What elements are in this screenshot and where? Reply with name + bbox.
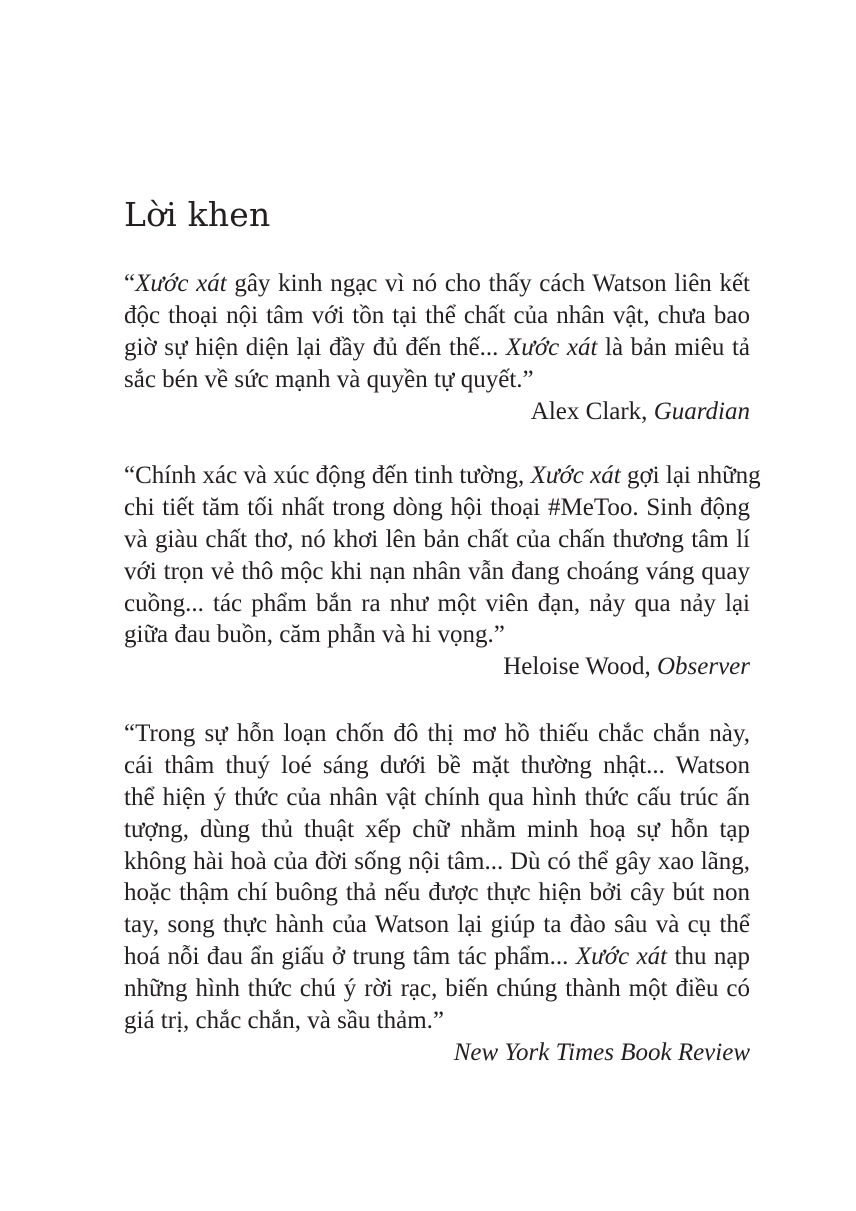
- text-span: sắc bén về sức mạnh và quyền tự quyết.”: [124, 365, 534, 393]
- text-span: thu nạp: [667, 943, 751, 971]
- text-span: gợi lại những: [620, 462, 761, 489]
- quote-attribution: [124, 651, 750, 683]
- text-span: với trọn vẻ thô mộc khi nạn nhân vẫn đang choáng váng quay: [124, 557, 750, 585]
- text-span: giờ sự hiện diện lại đầy đủ đến thế...: [124, 333, 506, 361]
- text-span: giá trị, chắc chắn, và sầu thảm.”: [124, 1007, 444, 1035]
- text-span: tay, song thực hành của Watson lại giúp ta đào sâu và cụ thể: [124, 911, 750, 939]
- quote-line: [124, 782, 750, 814]
- quote-attribution: [124, 1037, 750, 1069]
- quote-line: [124, 846, 750, 878]
- quote-line: [124, 492, 750, 524]
- quote-line: [124, 814, 750, 846]
- quote-text: [124, 268, 750, 396]
- text-span: “: [124, 270, 136, 297]
- quote-line: [124, 718, 750, 750]
- text-span: không hài hoà của đời sống nội tâm... Dù có thể gây xao lãng,: [124, 847, 750, 875]
- quote-line: [124, 877, 750, 909]
- praise-quote: [124, 460, 761, 683]
- text-span: là bản miêu tả: [597, 333, 750, 361]
- text-span: độc thoại nội tâm với tồn tại thể chất của nhân vật, chưa bao: [124, 301, 750, 329]
- text-span: chi tiết tăm tối nhất trong dòng hội thoại #MeToo. Sinh động: [124, 493, 750, 521]
- quote-line: [124, 909, 750, 941]
- quote-line: [124, 973, 750, 1005]
- quote-line: [124, 460, 761, 492]
- text-span: “Trong sự hỗn loạn chốn đô thị mơ hồ thiếu chắc chắn này,: [124, 720, 750, 747]
- praise-quote: [124, 718, 750, 1069]
- book-title-italic: Xước xát: [505, 333, 598, 361]
- text-span: “Chính xác và xúc động đến tinh tường,: [124, 462, 531, 489]
- praise-quote: [124, 268, 750, 427]
- quote-text: [124, 718, 750, 1037]
- text-span: hoặc thậm chí buông thả nếu được thực hiện bởi cây bút non: [124, 879, 750, 907]
- text-span: thể hiện ý thức của nhân vật chính qua hình thức cấu trúc ấn: [124, 783, 750, 811]
- text-span: gây kinh ngạc vì nó cho thấy cách Watson liên kết: [226, 270, 750, 297]
- quote-line: [124, 332, 750, 364]
- text-span: và giàu chất thơ, nó khơi lên bản chất của chấn thương tâm lí: [124, 525, 750, 553]
- text-span: cuồng... tác phẩm bắn ra như một viên đạn, nảy qua nảy lại: [124, 589, 750, 617]
- quote-line: [124, 619, 750, 651]
- quote-line: [124, 556, 750, 588]
- quote-attribution: [124, 396, 750, 428]
- quote-line: [124, 750, 750, 782]
- quote-text: [124, 460, 761, 651]
- quote-line: [124, 941, 750, 973]
- text-span: tượng, dùng thủ thuật xếp chữ nhằm minh hoạ sự hỗn tạp: [124, 815, 750, 843]
- text-span: giữa đau buồn, căm phẫn và hi vọng.”: [124, 621, 505, 649]
- text-span: những hình thức chú ý rời rạc, biến chúng thành một điều có: [124, 975, 750, 1003]
- quote-line: [124, 364, 750, 396]
- quote-line: [124, 524, 750, 556]
- quote-author: Heloise Wood,: [503, 653, 657, 681]
- quote-line: [124, 300, 750, 332]
- book-title-italic: Xước xát: [530, 462, 621, 489]
- quote-line: [124, 588, 750, 620]
- quote-source: New York Times Book Review: [453, 1038, 750, 1066]
- page-title: Lời khen: [124, 195, 271, 234]
- book-title-italic: Xước xát: [135, 270, 227, 297]
- quote-source: Observer: [656, 653, 750, 681]
- quote-line: [124, 1005, 750, 1037]
- text-span: cái thâm thuý loé sáng dưới bề mặt thường nhật... Watson: [124, 751, 750, 779]
- quote-line: [124, 268, 750, 300]
- book-title-italic: Xước xát: [575, 943, 668, 971]
- quote-source: Guardian: [653, 397, 750, 425]
- text-span: hoá nỗi đau ẩn giấu ở trung tâm tác phẩm...: [124, 943, 576, 971]
- quote-author: Alex Clark,: [530, 397, 654, 425]
